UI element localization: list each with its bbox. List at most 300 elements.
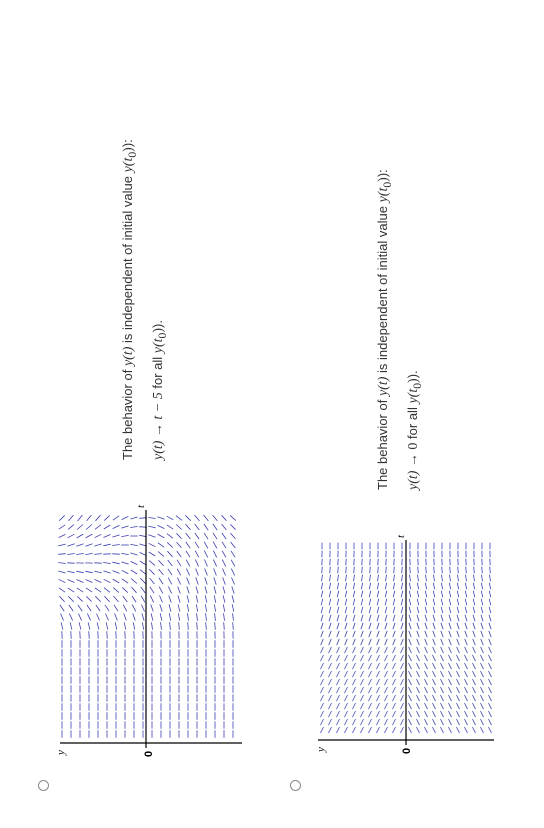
field-segment xyxy=(338,567,339,574)
field-segment xyxy=(222,515,227,521)
field-segment xyxy=(457,583,458,590)
field-segment xyxy=(322,575,323,582)
field-segment xyxy=(409,639,412,645)
option-1-statement: The behavior of y(t) is independent of initial value $y(t_0)$): xyxy=(120,139,139,460)
field-segment xyxy=(104,535,111,538)
field-segment xyxy=(449,663,452,669)
field-segment xyxy=(113,579,120,583)
field-segment xyxy=(103,571,110,573)
field-segment xyxy=(58,554,66,555)
field-segment xyxy=(213,551,216,558)
field-segment xyxy=(186,551,190,557)
field-segment xyxy=(123,596,128,602)
field-segment xyxy=(425,647,428,653)
field-segment xyxy=(465,687,468,693)
field-segment xyxy=(433,663,436,669)
field-segment xyxy=(441,703,444,709)
field-segment xyxy=(370,575,371,582)
field-segment xyxy=(417,623,419,629)
field-segment xyxy=(458,567,459,574)
field-segment xyxy=(345,623,347,629)
field-segment xyxy=(195,560,198,567)
field-segment xyxy=(354,567,355,574)
field-segment xyxy=(401,607,403,613)
field-segment xyxy=(179,622,180,630)
field-segment xyxy=(61,614,64,621)
field-segment xyxy=(449,695,452,701)
statement-prefix: The behavior of xyxy=(375,396,390,490)
y-axis-label: y xyxy=(55,750,67,755)
field-segment xyxy=(386,575,387,582)
field-segment xyxy=(457,679,460,685)
field-segment xyxy=(425,615,427,621)
field-segment xyxy=(369,687,372,693)
field-segment xyxy=(385,599,387,606)
field-segment xyxy=(321,583,322,590)
field-segment xyxy=(232,604,234,611)
field-segment xyxy=(434,567,435,574)
field-segment xyxy=(60,605,64,611)
field-segment xyxy=(417,663,420,669)
field-segment xyxy=(377,719,380,725)
field-segment xyxy=(409,655,412,661)
field-segment xyxy=(473,639,476,645)
field-segment xyxy=(167,534,173,539)
field-segment xyxy=(481,583,482,590)
field-segment xyxy=(177,569,181,576)
field-segment xyxy=(148,526,155,528)
option-1-radio[interactable] xyxy=(38,780,49,791)
field-segment xyxy=(394,567,395,574)
field-segment xyxy=(67,571,74,573)
field-segment xyxy=(457,615,459,621)
field-segment xyxy=(385,727,388,733)
field-segment xyxy=(346,567,347,574)
field-segment xyxy=(409,671,412,677)
field-segment xyxy=(401,639,404,645)
field-segment xyxy=(369,623,371,629)
limit-suffix: for all xyxy=(405,403,420,443)
field-segment xyxy=(441,671,444,677)
field-segment xyxy=(465,607,467,613)
field-segment xyxy=(158,543,164,547)
field-segment xyxy=(59,534,66,537)
field-segment xyxy=(393,727,396,733)
field-segment xyxy=(481,719,484,725)
field-segment xyxy=(385,583,386,590)
field-segment xyxy=(159,587,163,594)
field-segment xyxy=(465,727,468,733)
field-segment xyxy=(473,615,475,621)
field-segment xyxy=(441,711,444,717)
field-segment xyxy=(457,607,459,613)
field-segment xyxy=(410,575,411,582)
field-segment xyxy=(222,533,226,539)
field-segment xyxy=(489,679,492,685)
field-segment xyxy=(223,604,224,611)
field-segment xyxy=(223,577,226,584)
field-segment xyxy=(353,631,355,637)
field-segment xyxy=(417,655,420,661)
field-segment xyxy=(124,622,126,629)
field-segment xyxy=(449,631,451,637)
field-segment xyxy=(337,607,339,613)
field-segment xyxy=(433,703,436,709)
field-segment xyxy=(490,575,491,582)
field-segment xyxy=(124,614,127,621)
field-segment xyxy=(337,631,339,637)
field-segment xyxy=(409,727,412,733)
field-segment xyxy=(77,580,84,583)
field-segment xyxy=(409,607,411,613)
field-segment xyxy=(103,563,111,564)
field-segment xyxy=(186,524,191,530)
field-segment xyxy=(473,591,474,598)
field-segment xyxy=(178,604,180,611)
field-segment xyxy=(353,679,356,685)
field-segment xyxy=(123,605,127,612)
field-segment xyxy=(417,687,420,693)
field-segment xyxy=(121,562,128,564)
field-segment xyxy=(104,515,110,520)
field-segment xyxy=(353,687,356,693)
field-segment xyxy=(223,569,226,576)
field-segment xyxy=(158,552,164,557)
field-segment xyxy=(321,687,324,693)
field-segment xyxy=(450,575,451,582)
field-segment xyxy=(337,583,338,590)
field-segment xyxy=(158,525,165,528)
field-segment xyxy=(361,639,364,645)
field-segment xyxy=(148,535,155,538)
field-segment xyxy=(329,727,332,733)
field-segment xyxy=(369,727,372,733)
field-segment xyxy=(369,615,371,621)
field-segment xyxy=(337,671,340,677)
field-segment xyxy=(215,622,216,630)
field-segment xyxy=(141,596,145,603)
field-segment xyxy=(393,703,396,709)
field-segment xyxy=(369,671,372,677)
field-segment xyxy=(140,578,145,583)
field-segment xyxy=(176,525,182,530)
field-segment xyxy=(59,596,64,601)
field-segment xyxy=(425,727,428,733)
field-segment xyxy=(222,524,227,530)
field-segment xyxy=(223,595,225,602)
field-segment xyxy=(361,655,364,661)
field-segment xyxy=(393,583,394,590)
field-segment xyxy=(409,679,412,685)
field-segment xyxy=(329,583,330,590)
field-segment xyxy=(377,711,380,717)
field-segment xyxy=(385,663,388,669)
field-segment xyxy=(449,687,452,693)
field-segment xyxy=(369,655,372,661)
field-segment xyxy=(345,663,348,669)
field-segment xyxy=(337,711,340,717)
field-segment xyxy=(205,569,208,576)
field-segment xyxy=(394,575,395,582)
field-segment xyxy=(418,575,419,582)
field-segment xyxy=(96,515,101,521)
field-segment xyxy=(393,663,396,669)
field-segment xyxy=(393,647,396,653)
field-segment xyxy=(457,695,460,701)
field-segment xyxy=(369,711,372,717)
t-axis-label: t xyxy=(135,504,147,508)
field-segment xyxy=(457,703,460,709)
field-segment xyxy=(386,567,387,574)
field-segment xyxy=(169,595,172,602)
field-segment xyxy=(417,591,418,598)
field-segment xyxy=(401,719,404,725)
field-segment xyxy=(68,580,75,583)
field-segment xyxy=(112,535,119,537)
field-segment xyxy=(425,663,428,669)
statement-function: y(t) xyxy=(121,346,136,367)
field-segment xyxy=(148,518,155,519)
field-segment xyxy=(205,577,207,584)
field-segment xyxy=(233,613,234,620)
field-segment xyxy=(149,561,155,566)
field-segment xyxy=(150,596,153,603)
field-segment xyxy=(204,524,208,530)
field-segment xyxy=(473,671,476,677)
field-segment xyxy=(346,575,347,582)
field-segment xyxy=(401,615,403,621)
field-segment xyxy=(214,569,217,576)
field-segment xyxy=(69,515,74,521)
field-segment xyxy=(449,671,452,677)
field-segment xyxy=(214,586,216,593)
field-segment xyxy=(114,605,118,611)
field-segment xyxy=(103,544,110,546)
field-segment xyxy=(401,703,404,709)
field-segment xyxy=(353,591,354,598)
field-segment xyxy=(59,515,64,520)
field-segment xyxy=(330,567,331,574)
field-segment xyxy=(417,703,420,709)
field-segment xyxy=(196,586,198,593)
field-segment xyxy=(449,703,452,709)
field-segment xyxy=(353,671,356,677)
field-segment xyxy=(361,703,364,709)
field-segment xyxy=(481,631,483,637)
field-segment xyxy=(409,695,412,701)
field-segment xyxy=(353,615,355,621)
field-segment xyxy=(409,663,412,669)
field-segment xyxy=(85,553,92,554)
field-segment xyxy=(425,583,426,590)
field-segment xyxy=(121,526,128,528)
field-segment xyxy=(213,560,216,567)
statement-prefix: The behavior of xyxy=(120,366,135,460)
field-segment xyxy=(473,695,476,701)
field-segment xyxy=(345,647,348,653)
field-segment xyxy=(441,591,442,598)
field-segment xyxy=(321,671,324,677)
field-segment xyxy=(457,711,460,717)
origin-label: 0 xyxy=(401,747,413,754)
field-segment xyxy=(410,567,411,574)
field-segment xyxy=(345,671,348,677)
field-segment xyxy=(377,663,380,669)
field-segment xyxy=(481,599,483,606)
field-segment xyxy=(67,544,74,546)
field-segment xyxy=(377,679,380,685)
option-2-radio[interactable] xyxy=(290,780,301,791)
field-segment xyxy=(473,711,476,717)
field-segment xyxy=(481,727,484,733)
field-segment xyxy=(474,567,475,574)
field-segment xyxy=(401,663,404,669)
field-segment xyxy=(385,631,387,637)
field-segment xyxy=(230,515,236,520)
field-segment xyxy=(426,575,427,582)
statement-middle: is independent of initial value xyxy=(375,202,390,377)
field-segment xyxy=(369,591,370,598)
field-segment xyxy=(178,613,179,620)
field-segment xyxy=(97,614,100,621)
field-segment xyxy=(115,614,118,621)
field-segment xyxy=(321,615,323,621)
field-segment xyxy=(232,578,235,585)
field-segment xyxy=(441,607,443,613)
field-segment xyxy=(233,622,234,630)
field-segment xyxy=(329,671,332,677)
field-segment xyxy=(94,554,102,555)
field-segment xyxy=(457,687,460,693)
field-segment xyxy=(231,569,234,576)
field-segment xyxy=(94,571,101,573)
field-segment xyxy=(77,525,83,530)
field-segment xyxy=(457,719,460,725)
t-axis-label: t xyxy=(395,534,407,538)
field-segment xyxy=(377,615,379,621)
field-segment xyxy=(58,571,65,573)
field-segment xyxy=(160,604,162,611)
field-segment xyxy=(167,551,172,557)
field-segment xyxy=(197,613,198,621)
origin-label: 0 xyxy=(143,750,155,757)
field-segment xyxy=(362,575,363,582)
field-segment xyxy=(169,613,170,620)
field-segment xyxy=(465,591,466,598)
field-segment xyxy=(321,719,324,725)
field-segment xyxy=(385,719,388,725)
field-segment xyxy=(86,596,91,601)
field-segment xyxy=(361,687,364,693)
field-segment xyxy=(329,655,332,661)
field-segment xyxy=(466,567,467,574)
field-segment xyxy=(417,727,420,733)
option-2-limit: y(t) → 0 for all $y(t_0)$). xyxy=(405,370,424,490)
field-segment xyxy=(369,583,370,590)
field-segment xyxy=(158,534,165,538)
field-segment xyxy=(337,719,340,725)
field-segment xyxy=(59,588,65,592)
limit-suffix: for all xyxy=(150,353,165,393)
field-segment xyxy=(393,679,396,685)
field-segment xyxy=(425,655,428,661)
field-segment xyxy=(121,535,128,536)
field-segment xyxy=(345,631,347,637)
statement-initial-sub: 0 xyxy=(125,151,139,158)
field-segment xyxy=(353,719,356,725)
field-segment xyxy=(68,534,75,538)
field-segment xyxy=(149,552,155,556)
field-segment xyxy=(425,631,427,637)
field-segment xyxy=(474,575,475,582)
field-segment xyxy=(149,569,154,574)
field-segment xyxy=(61,622,63,629)
limit-initial: y(t xyxy=(151,338,166,354)
field-segment xyxy=(204,515,209,521)
field-segment xyxy=(449,607,451,613)
field-segment xyxy=(361,647,364,653)
limit-initial-sub: 0 xyxy=(410,382,424,389)
field-segment xyxy=(449,727,452,733)
field-segment xyxy=(141,587,146,593)
field-segment xyxy=(426,567,427,574)
field-segment xyxy=(465,703,468,709)
field-segment xyxy=(465,711,468,717)
field-segment xyxy=(232,595,234,602)
field-segment xyxy=(205,595,207,602)
field-segment xyxy=(197,622,198,630)
field-segment xyxy=(434,575,435,582)
field-segment xyxy=(142,622,143,629)
field-segment xyxy=(441,679,444,685)
field-segment xyxy=(85,544,92,546)
field-segment xyxy=(409,599,411,606)
field-segment xyxy=(122,587,127,592)
field-segment xyxy=(206,613,207,621)
field-segment xyxy=(490,567,491,574)
field-segment xyxy=(409,591,410,598)
field-segment xyxy=(417,639,420,645)
field-segment xyxy=(377,583,378,590)
field-segment xyxy=(377,591,378,598)
field-segment xyxy=(361,695,364,701)
field-segment xyxy=(330,575,331,582)
field-segment xyxy=(433,687,436,693)
field-segment xyxy=(130,527,137,528)
field-segment xyxy=(409,583,410,590)
field-segment xyxy=(337,623,339,629)
field-segment xyxy=(113,588,119,593)
field-segment xyxy=(321,679,324,685)
field-segment xyxy=(321,639,324,645)
field-segment xyxy=(345,615,347,621)
field-segment xyxy=(85,571,92,573)
field-segment xyxy=(321,663,324,669)
field-segment xyxy=(205,586,207,593)
field-segment xyxy=(77,588,83,592)
field-segment xyxy=(361,591,362,598)
field-segment xyxy=(224,613,225,620)
field-segment xyxy=(425,607,427,613)
field-segment xyxy=(361,607,363,613)
option-1-direction-field xyxy=(50,500,250,760)
field-segment xyxy=(401,711,404,717)
field-segment xyxy=(409,703,412,709)
field-segment xyxy=(425,695,428,701)
field-segment xyxy=(86,580,93,583)
field-segment xyxy=(321,695,324,701)
field-segment xyxy=(418,567,419,574)
